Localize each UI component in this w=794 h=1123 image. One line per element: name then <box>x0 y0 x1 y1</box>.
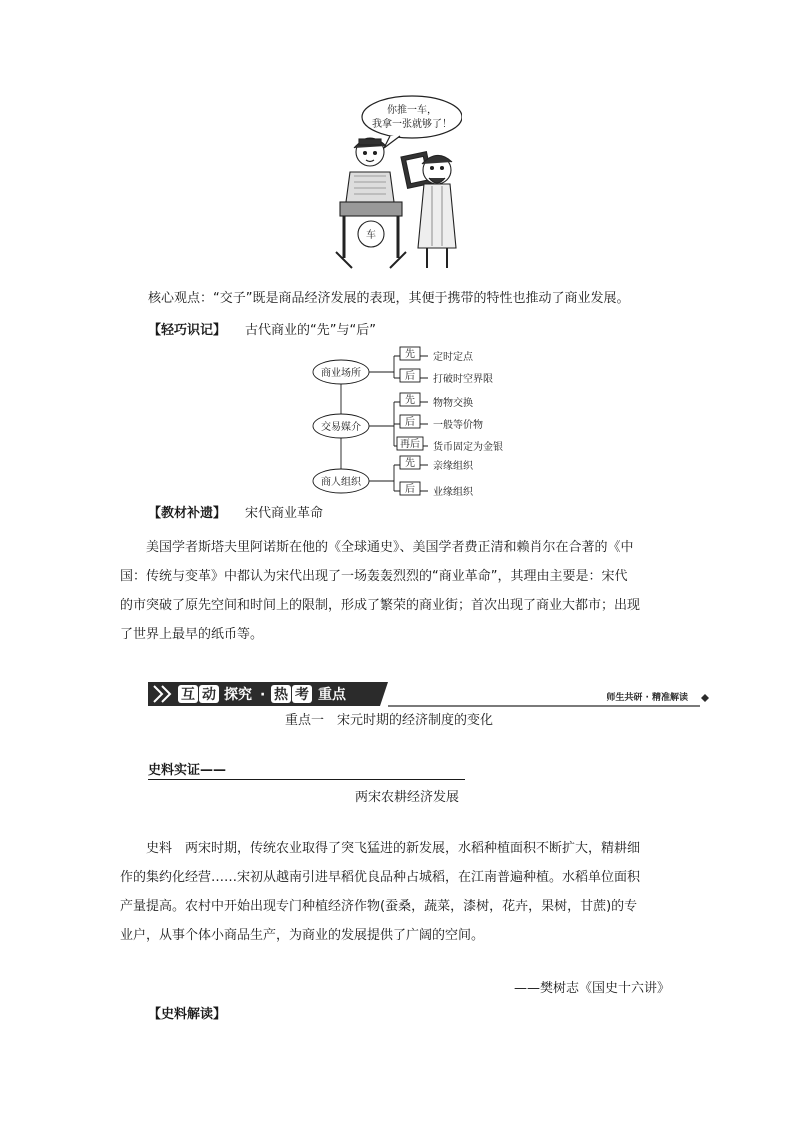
supplement-line: 了世界上最早的纸币等。 <box>120 627 264 642</box>
speech-line-1: 你推一车， <box>387 105 437 116</box>
branch-mark: 后 <box>405 371 415 382</box>
jiaozi-cartoon-illustration <box>332 90 462 275</box>
branch-mark: 再后 <box>400 439 420 450</box>
branch-text: 业缘组织 <box>433 487 473 498</box>
banner-right-text: 师生共研 · 精准解读 <box>606 693 688 703</box>
interpretation-tag: 【史料解读】 <box>148 1007 227 1022</box>
branch-mark: 先 <box>405 349 415 360</box>
memory-tip-title: 古代商业的“先”与“后” <box>245 323 376 338</box>
merchant-with-jiaozi <box>401 152 456 268</box>
banner-char-dong: 动 <box>202 687 216 703</box>
supplement-title: 宋代商业革命 <box>245 506 324 521</box>
banner-char-hu: 互 <box>181 687 195 703</box>
core-viewpoint: 核心观点：“交子”既是商品经济发展的表现，其便于携带的特性也推动了商业发展。 <box>148 291 630 306</box>
evidence-title: 两宋农耕经济发展 <box>355 790 460 805</box>
branch-mark: 先 <box>405 458 415 469</box>
material-line: 作的集约化经营……宋初从越南引进早稻优良品种占城稻，在江南普遍种植。水稻单位面积 <box>120 870 641 885</box>
banner-tanjiu: 探究 <box>224 687 252 703</box>
banner-char-re: 热 <box>274 687 288 703</box>
branch-mark: 先 <box>405 395 415 406</box>
evidence-label: 史料实证—— <box>148 763 227 778</box>
supplement-paragraph <box>120 533 680 649</box>
branch-text: 打破时空界限 <box>433 374 493 385</box>
commerce-first-later-diagram <box>308 344 523 504</box>
banner-dot: · <box>260 687 266 703</box>
evidence-underline <box>148 779 465 780</box>
material-line: 产量提高。农村中开始出现专门种植经济作物(蚕桑，蔬菜，漆树，花卉，果树，甘蔗)的专 <box>120 899 638 914</box>
banner-zhongdian: 重点 <box>318 687 346 703</box>
branch-mark: 后 <box>405 484 415 495</box>
supplement-line: 的市突破了原先空间和时间上的限制，形成了繁荣的商业街；首次出现了商业大都市；出现 <box>120 598 641 613</box>
key-point-heading: 重点一 宋元时期的经济制度的变化 <box>285 713 494 728</box>
supplement-line: 美国学者斯塔夫里阿诺斯在他的《全球通史》、美国学者费正清和赖肖尔在合著的《中 <box>146 540 634 555</box>
banner-char-kao: 考 <box>295 687 309 703</box>
group-trade-medium: 交易媒介 <box>321 422 361 433</box>
branch-text: 物物交换 <box>433 398 473 409</box>
branch-text: 一般等价物 <box>433 420 483 431</box>
material-paragraph <box>120 834 680 950</box>
branch-mark: 后 <box>405 417 415 428</box>
material-line: 史料 两宋时期，传统农业取得了突飞猛进的新发展，水稻种植面积不断扩大，精耕细 <box>146 841 641 856</box>
supplement-line: 国：传统与变革》中都认为宋代出现了一场轰轰烈烈的“商业革命”，其理由主要是：宋代 <box>120 569 628 584</box>
supplement-tag: 【教材补遗】 <box>148 506 227 521</box>
material-line: 业户，从事个体小商品生产，为商业的发展提供了广阔的空间。 <box>120 928 485 943</box>
speech-line-2: 我拿一张就够了！ <box>372 119 452 130</box>
group-market-place: 商业场所 <box>321 368 361 379</box>
branch-text: 亲缘组织 <box>433 461 473 472</box>
branch-text: 货币固定为金银 <box>433 442 503 453</box>
material-source: ——樊树志《国史十六讲》 <box>513 981 670 996</box>
merchant-with-cart <box>336 138 406 268</box>
section-banner <box>148 679 713 709</box>
group-merchant-org: 商人组织 <box>321 477 361 488</box>
branch-text: 定时定点 <box>433 352 473 363</box>
cart-label: 车 <box>366 230 376 241</box>
memory-tip-tag: 【轻巧识记】 <box>148 323 227 338</box>
